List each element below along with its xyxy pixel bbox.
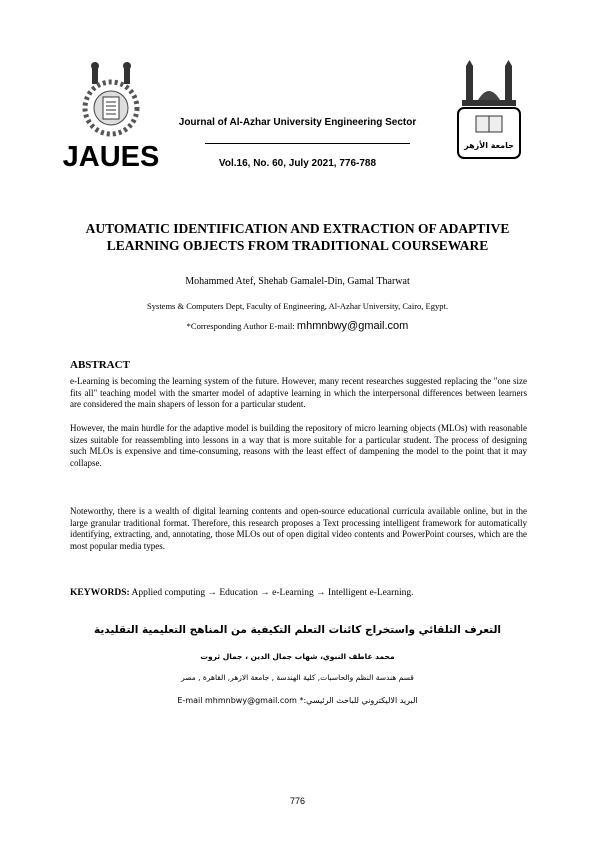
journal-volume: Vol.16, No. 60, July 2021, 776-788 (218, 158, 377, 169)
keywords-label: KEYWORDS: (70, 588, 130, 598)
arabic-authors: محمد عاطف النبوي، شهاب جمال الدين ، جمال ثروت (200, 652, 395, 661)
page-number: 776 (289, 796, 306, 806)
author-list: Mohammed Atef, Shehab Gamalel-Din, Gamal Tharwat (185, 276, 410, 287)
seal-text: جامعة الأزهر (464, 141, 514, 150)
title-line-2: LEARNING OBJECTS FROM TRADITIONAL COURSEWARE (106, 238, 489, 253)
arabic-email-value: E-mail mhmnbwy@gmail.com (177, 696, 297, 705)
arabic-affiliation: قسم هندسة النظم والحاسبات, كلية الهندسة , جامعة الازهر, القاهرة , مصر (181, 673, 414, 682)
journal-name: Journal of Al-Azhar University Engineering Sector (178, 117, 417, 128)
arabic-email-label: البريد الاليكتروني للباحث الرئيسي:* (296, 696, 418, 705)
corresponding-author (60, 320, 535, 332)
keywords (70, 588, 530, 598)
corresponding-label: *Corresponding Author E-mail: (186, 321, 297, 331)
arabic-email (60, 696, 535, 705)
al-azhar-seal (448, 60, 530, 160)
abstract-paragraph: Noteworthy, there is a wealth of digital learning contents and open-source educational curricula available online, but in the large granular traditional format. Therefore, this research proposes a Text processing intelligent framework for automatically identifying, extracting, and, annotating, those MLOs out of open digital video contents and PowerPoint courses, which are the most popular media types. (70, 506, 527, 552)
corresponding-email: mhmnbwy@gmail.com (296, 320, 409, 332)
keywords-text: Applied computing → Education → e-Learning → Intelligent e-Learning. (129, 588, 414, 598)
header-divider (205, 143, 410, 144)
abstract-paragraph: However, the main hurdle for the adaptive model is building the repository of micro learning objects (MLOs) with reasonable sizes suitable for reassembling into lessons in a way that is more suitable for a particular student. The process of designing such MLOs is expensive and time-consuming, reasons with the least effect of dampening the model to the point that it may collapse. (70, 423, 527, 469)
logo-text: JAUES (62, 141, 160, 173)
jaues-logo (62, 62, 160, 174)
abstract-paragraph: e-Learning is becoming the learning system of the future. However, many recent researches suggested replacing the "one size fits all" teaching model with the smarter model of adaptive learning in which the interpersonal differences between learners are considered the main shapers of lesson for a particular student. (70, 376, 527, 410)
paper-title (60, 220, 535, 254)
affiliation: Systems & Computers Dept, Faculty of Engineering, Al-Azhar University, Cairo, Egypt. (147, 301, 448, 311)
title-line-1: AUTOMATIC IDENTIFICATION AND EXTRACTION OF ADAPTIVE (85, 221, 510, 236)
abstract-heading: ABSTRACT (70, 359, 130, 371)
arabic-title: التعرف التلقائي واستخراج كائنات التعلم التكيفية من المناهج التعليمية التقليدية (93, 624, 501, 636)
